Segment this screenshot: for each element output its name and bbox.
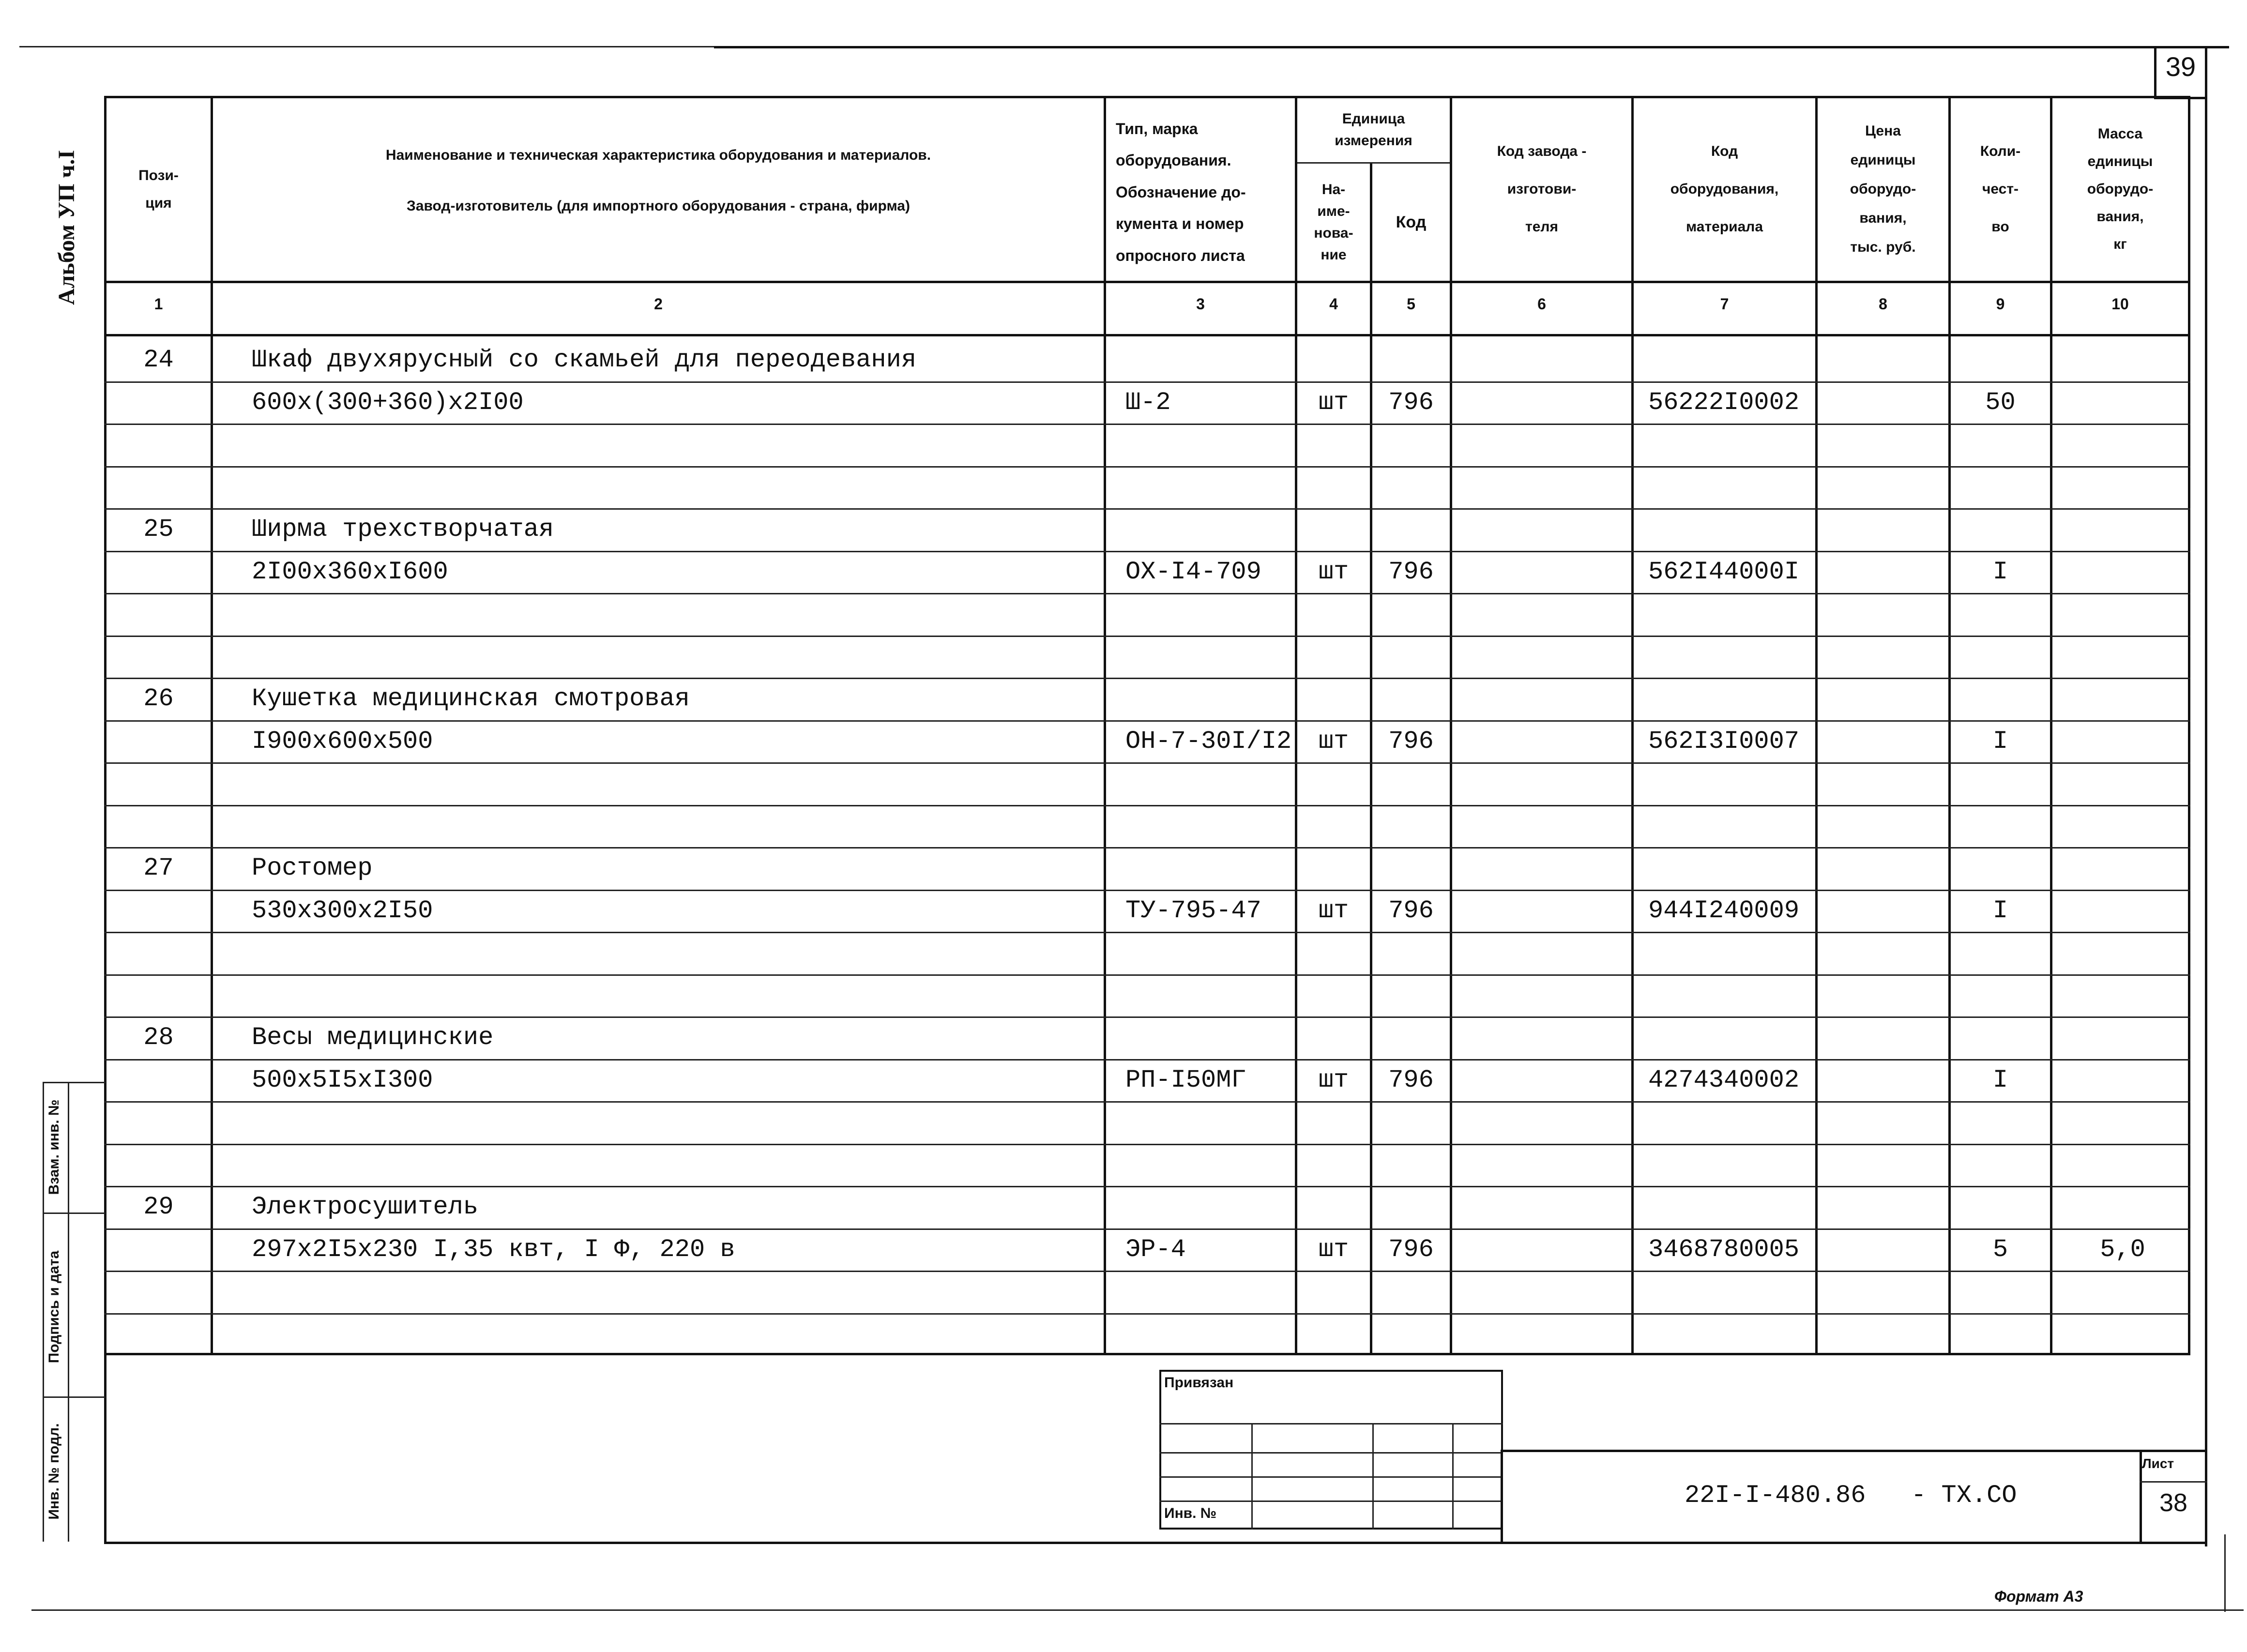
item-pos: 29 (143, 1193, 174, 1221)
item-equip-code: 3468780005 (1648, 1235, 1800, 1264)
item-type: ОН-7-30I/I2 (1125, 727, 1292, 756)
row-divider (104, 974, 2190, 976)
item-unit-code: 796 (1388, 727, 1434, 756)
col-num-6: 6 (1537, 295, 1546, 313)
item-dims: 297х2I5х230 I,35 квт, I Ф, 220 в (252, 1235, 735, 1264)
stamp-podpis-data: Подпись и дата (46, 1250, 62, 1364)
row-divider (104, 1228, 2190, 1230)
item-pos: 25 (143, 515, 174, 544)
item-unit-code: 796 (1388, 388, 1434, 417)
item-unit: шт (1318, 727, 1349, 756)
row-divider (104, 381, 2190, 383)
row-divider (104, 678, 2190, 679)
row-divider (104, 466, 2190, 468)
page-number: 39 (2165, 51, 2196, 82)
row-divider (104, 593, 2190, 594)
header-price: Цена единицы оборудо- вания, тыс. руб. (1850, 122, 1916, 255)
col-num-3: 3 (1196, 295, 1205, 313)
item-unit-code: 796 (1388, 558, 1434, 586)
item-unit-code: 796 (1388, 896, 1434, 925)
header-name-line1: Наименование и техническая характеристика оборудования и материалов. (385, 147, 931, 163)
header-unit-name: На- име- нова- ние (1314, 182, 1353, 263)
item-name: Кушетка медицинская смотровая (252, 684, 690, 713)
row-divider (104, 1101, 2190, 1103)
row-divider (104, 847, 2190, 849)
col-num-9: 9 (1996, 295, 2005, 313)
item-pos: 28 (143, 1023, 174, 1052)
row-divider (104, 720, 2190, 722)
item-type: ОХ-I4-709 (1125, 558, 1261, 586)
header-position: Пози- ция (138, 167, 179, 211)
item-pos: 27 (143, 854, 174, 882)
item-equip-code: 562I44000I (1648, 558, 1800, 586)
item-qty: I (1992, 896, 2008, 925)
item-unit: шт (1318, 388, 1349, 417)
col-num-5: 5 (1407, 295, 1415, 313)
item-name: Весы медицинские (252, 1023, 494, 1052)
row-divider (104, 508, 2190, 510)
item-name: Шкаф двухярусный со скамьей для переодевания (252, 346, 917, 374)
stamp-vzam-inv: Взам. инв. № (46, 1099, 62, 1195)
row-divider (104, 636, 2190, 637)
item-dims: 2I00х360хI600 (252, 558, 448, 586)
row-divider (104, 762, 2190, 764)
item-qty: I (1992, 1066, 2008, 1094)
row-divider (104, 1313, 2190, 1315)
item-dims: 500х5I5хI300 (252, 1066, 433, 1094)
header-quantity: Коли- чест- во (1980, 143, 2021, 235)
sheet-label: Лист (2142, 1456, 2174, 1471)
header-type: Тип, марка оборудования. Обозначение до- кумента и номер опросного листа (1116, 120, 1246, 264)
row-divider (104, 805, 2190, 806)
privyazan-label: Привязан (1164, 1375, 1234, 1391)
document-code: 22I-I-480.86 - ТХ.СО (1685, 1481, 2017, 1510)
col-num-10: 10 (2111, 295, 2129, 313)
item-pos: 26 (143, 684, 174, 713)
item-type: ЭР-4 (1125, 1235, 1186, 1264)
header-name-line2: Завод-изготовитель (для импортного оборудования - страна, фирма) (407, 197, 910, 214)
col-num-2: 2 (654, 295, 663, 313)
col-num-1: 1 (154, 295, 163, 313)
item-equip-code: 944I240009 (1648, 896, 1800, 925)
item-dims: 600х(300+360)х2I00 (252, 388, 524, 417)
item-type: Ш-2 (1125, 388, 1171, 417)
item-type: РП-I50МГ (1125, 1066, 1246, 1094)
item-unit: шт (1318, 1235, 1349, 1264)
header-unit: Единица измерения (1335, 111, 1412, 149)
sheet-number: 38 (2159, 1489, 2187, 1517)
item-pos: 24 (143, 346, 174, 374)
header-equipment-code: Код оборудования, материала (1670, 143, 1779, 235)
row-divider (104, 1271, 2190, 1272)
header-factory-code: Код завода - изготови- теля (1497, 143, 1587, 235)
item-dims: 530х300х2I50 (252, 896, 433, 925)
row-divider (104, 890, 2190, 891)
album-label: Альбом УП ч.I (54, 150, 79, 305)
item-qty: 50 (1985, 388, 2016, 417)
item-equip-code: 4274340002 (1648, 1066, 1800, 1094)
row-divider (104, 1016, 2190, 1018)
item-type: ТУ-795-47 (1125, 896, 1261, 925)
item-equip-code: 562I3I0007 (1648, 727, 1800, 756)
item-name: Ширма трехстворчатая (252, 515, 554, 544)
row-divider (104, 424, 2190, 425)
item-unit: шт (1318, 558, 1349, 586)
item-equip-code: 56222I0002 (1648, 388, 1800, 417)
item-mass: 5,0 (2100, 1235, 2145, 1264)
col-num-8: 8 (1879, 295, 1887, 313)
item-qty: I (1992, 727, 2008, 756)
item-name: Ростомер (252, 854, 373, 882)
stamp-inv-podl: Инв. № подл. (46, 1423, 62, 1520)
format-label: Формат А3 (1994, 1588, 2083, 1605)
row-divider (104, 932, 2190, 933)
col-num-4: 4 (1329, 295, 1338, 313)
item-qty: I (1992, 558, 2008, 586)
item-dims: I900х600х500 (252, 727, 433, 756)
inv-no-label: Инв. № (1164, 1505, 1217, 1521)
header-unit-code: Код (1396, 212, 1427, 231)
row-divider (104, 551, 2190, 552)
item-unit-code: 796 (1388, 1235, 1434, 1264)
col-num-7: 7 (1720, 295, 1729, 313)
item-name: Электросушитель (252, 1193, 479, 1221)
item-unit: шт (1318, 896, 1349, 925)
item-qty: 5 (1992, 1235, 2008, 1264)
row-divider (104, 1144, 2190, 1145)
item-unit: шт (1318, 1066, 1349, 1094)
item-unit-code: 796 (1388, 1066, 1434, 1094)
row-divider (104, 1059, 2190, 1061)
row-divider (104, 1186, 2190, 1187)
header-mass: Масса единицы оборудо- вания, кг (2087, 126, 2154, 252)
